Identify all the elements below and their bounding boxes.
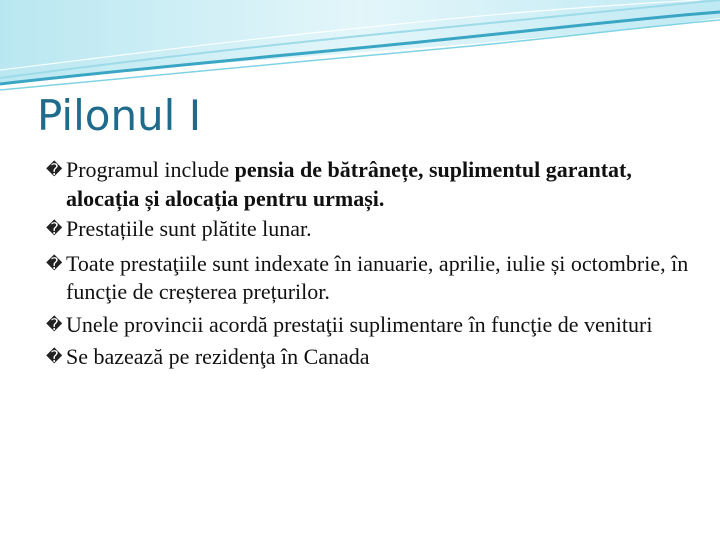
bullet-bold-text: pensia de bătrânețe, suplimentul garantat, alocația și alocația pentru urmași. (66, 157, 632, 211)
bullet-item (46, 250, 706, 307)
bullet-item (46, 156, 706, 213)
bullet-text: Prestațiile sunt plătite lunar. (66, 216, 312, 241)
bullet-glyph-icon: � (46, 347, 63, 366)
bullet-text: Se bazează pe rezidenţa în Canada (66, 344, 370, 369)
bullet-item (46, 343, 706, 372)
bullet-glyph-icon: � (46, 219, 63, 238)
bullet-item (46, 311, 706, 340)
bullet-list (46, 156, 706, 378)
bullet-text: Programul include (66, 157, 235, 182)
header-wave-decoration (0, 0, 720, 100)
bullet-text: Unele provincii acordă prestaţii suplimentare în funcţie de venituri (66, 311, 653, 337)
bullet-text: Toate prestaţiile sunt indexate în ianuarie, aprilie, iulie și octombrie, în funcţie de creșterea prețurilor. (66, 250, 689, 304)
bullet-glyph-icon: � (46, 253, 63, 273)
bullet-glyph-icon: � (46, 160, 63, 179)
bullet-item (46, 215, 706, 244)
slide-title: Pilonul I (37, 91, 202, 140)
bullet-glyph-icon: � (46, 314, 63, 334)
